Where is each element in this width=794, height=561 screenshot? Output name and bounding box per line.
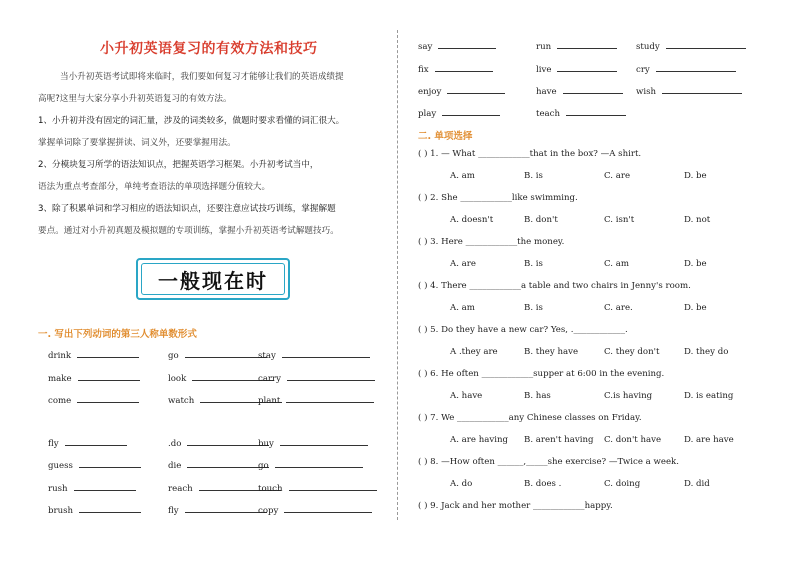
answer-option[interactable]: A. am xyxy=(450,171,475,181)
verb-word: die xyxy=(168,461,182,471)
verb-word: carry xyxy=(258,374,282,384)
verb-item xyxy=(636,85,742,97)
question-text: ( ) 8. —How often ______,_____she exercise? —Twice a week. xyxy=(418,457,679,467)
intro-line: 1、小升初并没有固定的词汇量，涉及的词类较多，做题时要求看懂的词汇很大。 xyxy=(38,116,345,126)
verb-word: come xyxy=(48,396,72,406)
column-divider xyxy=(397,30,398,520)
section-title: 二. 单项选择 xyxy=(418,131,473,142)
page-title: 小升初英语复习的有效方法和技巧 xyxy=(100,41,318,57)
section-title: 一. 写出下列动词的第三人称单数形式 xyxy=(38,329,197,340)
answer-blank[interactable] xyxy=(442,107,500,116)
verb-word: guess xyxy=(48,461,73,471)
verb-word: fly xyxy=(168,506,179,516)
verb-item xyxy=(536,40,617,52)
verb-word: teach xyxy=(536,109,561,119)
answer-blank[interactable] xyxy=(280,437,368,446)
verb-item xyxy=(168,437,269,449)
answer-option[interactable]: C. they don't xyxy=(604,347,660,357)
verb-item xyxy=(48,482,136,494)
answer-blank[interactable] xyxy=(78,372,140,381)
verb-item xyxy=(418,40,496,52)
verb-word: play xyxy=(418,109,437,119)
verb-item xyxy=(258,437,368,449)
question-text: ( ) 1. — What ____________that in the box? —A shirt. xyxy=(418,149,642,159)
answer-blank[interactable] xyxy=(77,349,139,358)
verb-item xyxy=(536,63,617,75)
verb-word: stay xyxy=(258,351,276,361)
verb-word: buy xyxy=(258,439,274,449)
question-text: ( ) 3. Here ____________the money. xyxy=(418,237,565,247)
verb-item xyxy=(258,504,372,516)
verb-item xyxy=(418,63,493,75)
answer-option[interactable]: A. doesn't xyxy=(450,215,494,225)
intro-line: 掌握单词除了要掌握拼读、词义外，还要掌握用法。 xyxy=(38,138,236,148)
answer-option[interactable]: C. isn't xyxy=(604,215,635,225)
answer-blank[interactable] xyxy=(566,107,626,116)
answer-option[interactable]: D. be xyxy=(684,259,707,269)
answer-blank[interactable] xyxy=(275,459,363,468)
verb-word: live xyxy=(536,65,552,75)
answer-blank[interactable] xyxy=(287,372,375,381)
answer-option[interactable]: B. is xyxy=(524,259,543,269)
answer-blank[interactable] xyxy=(65,437,127,446)
verb-word: rush xyxy=(48,484,68,494)
answer-option[interactable]: D. did xyxy=(684,479,710,489)
answer-option[interactable]: B. they have xyxy=(524,347,579,357)
answer-option[interactable]: B. has xyxy=(524,391,551,401)
answer-option[interactable]: A. do xyxy=(450,479,473,489)
verb-word: go xyxy=(258,461,269,471)
answer-blank[interactable] xyxy=(79,459,141,468)
verb-item xyxy=(48,349,139,361)
intro-line: 语法为重点考查部分，单纯考查语法的单项选择题分值较大。 xyxy=(38,182,271,192)
answer-option[interactable]: B. is xyxy=(524,171,543,181)
answer-option[interactable]: C. am xyxy=(604,259,630,269)
verb-item xyxy=(258,394,374,406)
answer-blank[interactable] xyxy=(435,63,493,72)
answer-option[interactable]: D. are have xyxy=(684,435,734,445)
question-text: ( ) 9. Jack and her mother ____________happy. xyxy=(418,501,613,511)
verb-word: make xyxy=(48,374,72,384)
verb-item xyxy=(418,85,505,97)
verb-item xyxy=(636,40,746,52)
answer-blank[interactable] xyxy=(74,482,136,491)
intro-line: 要点。通过对小升初真题及模拟题的专项训练，掌握小升初英语考试解题技巧。 xyxy=(38,226,339,236)
answer-option[interactable]: C. don't have xyxy=(604,435,662,445)
answer-option[interactable]: C. are xyxy=(604,171,631,181)
intro-line: 3、除了积累单词和学习相应的语法知识点，还要注意应试技巧训练，掌握解题 xyxy=(38,204,336,214)
verb-item xyxy=(418,107,500,119)
answer-blank[interactable] xyxy=(77,394,139,403)
verb-word: cry xyxy=(636,65,650,75)
answer-option[interactable]: D. they do xyxy=(684,347,729,357)
question-text: ( ) 6. He often ____________supper at 6:00 in the evening. xyxy=(418,369,665,379)
verb-word: .do xyxy=(168,439,182,449)
verb-item xyxy=(168,459,269,471)
intro-line: 当小升初英语考试即将来临时，我们要如何复习才能够让我们的英语成绩提 xyxy=(60,72,344,82)
verb-item xyxy=(48,394,139,406)
verb-word: study xyxy=(636,42,660,52)
answer-option[interactable]: C. doing xyxy=(604,479,641,489)
answer-blank[interactable] xyxy=(563,85,623,94)
verb-word: plant xyxy=(258,396,281,406)
answer-option[interactable]: D. is eating xyxy=(684,391,734,401)
answer-blank[interactable] xyxy=(284,504,372,513)
answer-option[interactable]: D. be xyxy=(684,303,707,313)
question-text: ( ) 2. She ____________like swimming. xyxy=(418,193,578,203)
verb-word: fly xyxy=(48,439,59,449)
answer-blank[interactable] xyxy=(666,40,746,49)
question-text: ( ) 4. There ____________a table and two chairs in Jenny's room. xyxy=(418,281,691,291)
answer-option[interactable]: A. are having xyxy=(450,435,509,445)
answer-option[interactable]: C.is having xyxy=(604,391,653,401)
verb-item xyxy=(48,372,140,384)
answer-blank[interactable] xyxy=(185,504,267,513)
answer-blank[interactable] xyxy=(557,40,617,49)
answer-option[interactable]: B. does . xyxy=(524,479,562,489)
answer-option[interactable]: D. not xyxy=(684,215,711,225)
verb-item xyxy=(48,437,127,449)
verb-item xyxy=(536,107,626,119)
verb-item xyxy=(48,504,141,516)
answer-blank[interactable] xyxy=(557,63,617,72)
answer-option[interactable]: D. be xyxy=(684,171,707,181)
verb-word: wish xyxy=(636,87,657,97)
verb-word: reach xyxy=(168,484,193,494)
topic-banner xyxy=(136,258,290,300)
verb-item xyxy=(536,85,623,97)
answer-option[interactable]: C. are. xyxy=(604,303,633,313)
question-text: ( ) 5. Do they have a new car? Yes, .____________. xyxy=(418,325,628,335)
verb-word: fix xyxy=(418,65,429,75)
intro-line: 2、分模块复习所学的语法知识点，把握英语学习框架。小升初考试当中， xyxy=(38,160,319,170)
question-text: ( ) 7. We ____________any Chinese classes on Friday. xyxy=(418,413,642,423)
answer-blank[interactable] xyxy=(286,394,374,403)
verb-word: touch xyxy=(258,484,283,494)
verb-item xyxy=(258,372,375,384)
verb-item xyxy=(636,63,736,75)
verb-item xyxy=(258,459,363,471)
verb-item xyxy=(168,504,267,516)
verb-word: run xyxy=(536,42,552,52)
answer-blank[interactable] xyxy=(289,482,377,491)
verb-word: drink xyxy=(48,351,72,361)
verb-item xyxy=(168,349,267,361)
answer-blank[interactable] xyxy=(185,349,267,358)
answer-option[interactable]: B. aren't having xyxy=(524,435,594,445)
banner-text: 一般现在时 xyxy=(158,268,268,293)
answer-option[interactable]: A. are xyxy=(450,259,476,269)
verb-item xyxy=(48,459,141,471)
answer-option[interactable]: A. am xyxy=(450,303,475,313)
answer-option[interactable]: A. have xyxy=(450,391,483,401)
verb-word: look xyxy=(168,374,187,384)
answer-blank[interactable] xyxy=(438,40,496,49)
verb-item xyxy=(258,482,377,494)
answer-blank[interactable] xyxy=(79,504,141,513)
verb-word: copy xyxy=(258,506,279,516)
verb-word: enjoy xyxy=(418,87,442,97)
answer-blank[interactable] xyxy=(662,85,742,94)
answer-option[interactable]: A .they are xyxy=(450,347,498,357)
verb-word: brush xyxy=(48,506,74,516)
verb-item xyxy=(258,349,370,361)
answer-option[interactable]: B. is xyxy=(524,303,543,313)
intro-line: 高呢?这里与大家分享小升初英语复习的有效方法。 xyxy=(38,94,232,104)
verb-word: say xyxy=(418,42,433,52)
answer-option[interactable]: B. don't xyxy=(524,215,558,225)
verb-word: have xyxy=(536,87,557,97)
verb-word: watch xyxy=(168,396,195,406)
answer-blank[interactable] xyxy=(656,63,736,72)
answer-blank[interactable] xyxy=(282,349,370,358)
answer-blank[interactable] xyxy=(447,85,505,94)
verb-word: go xyxy=(168,351,179,361)
